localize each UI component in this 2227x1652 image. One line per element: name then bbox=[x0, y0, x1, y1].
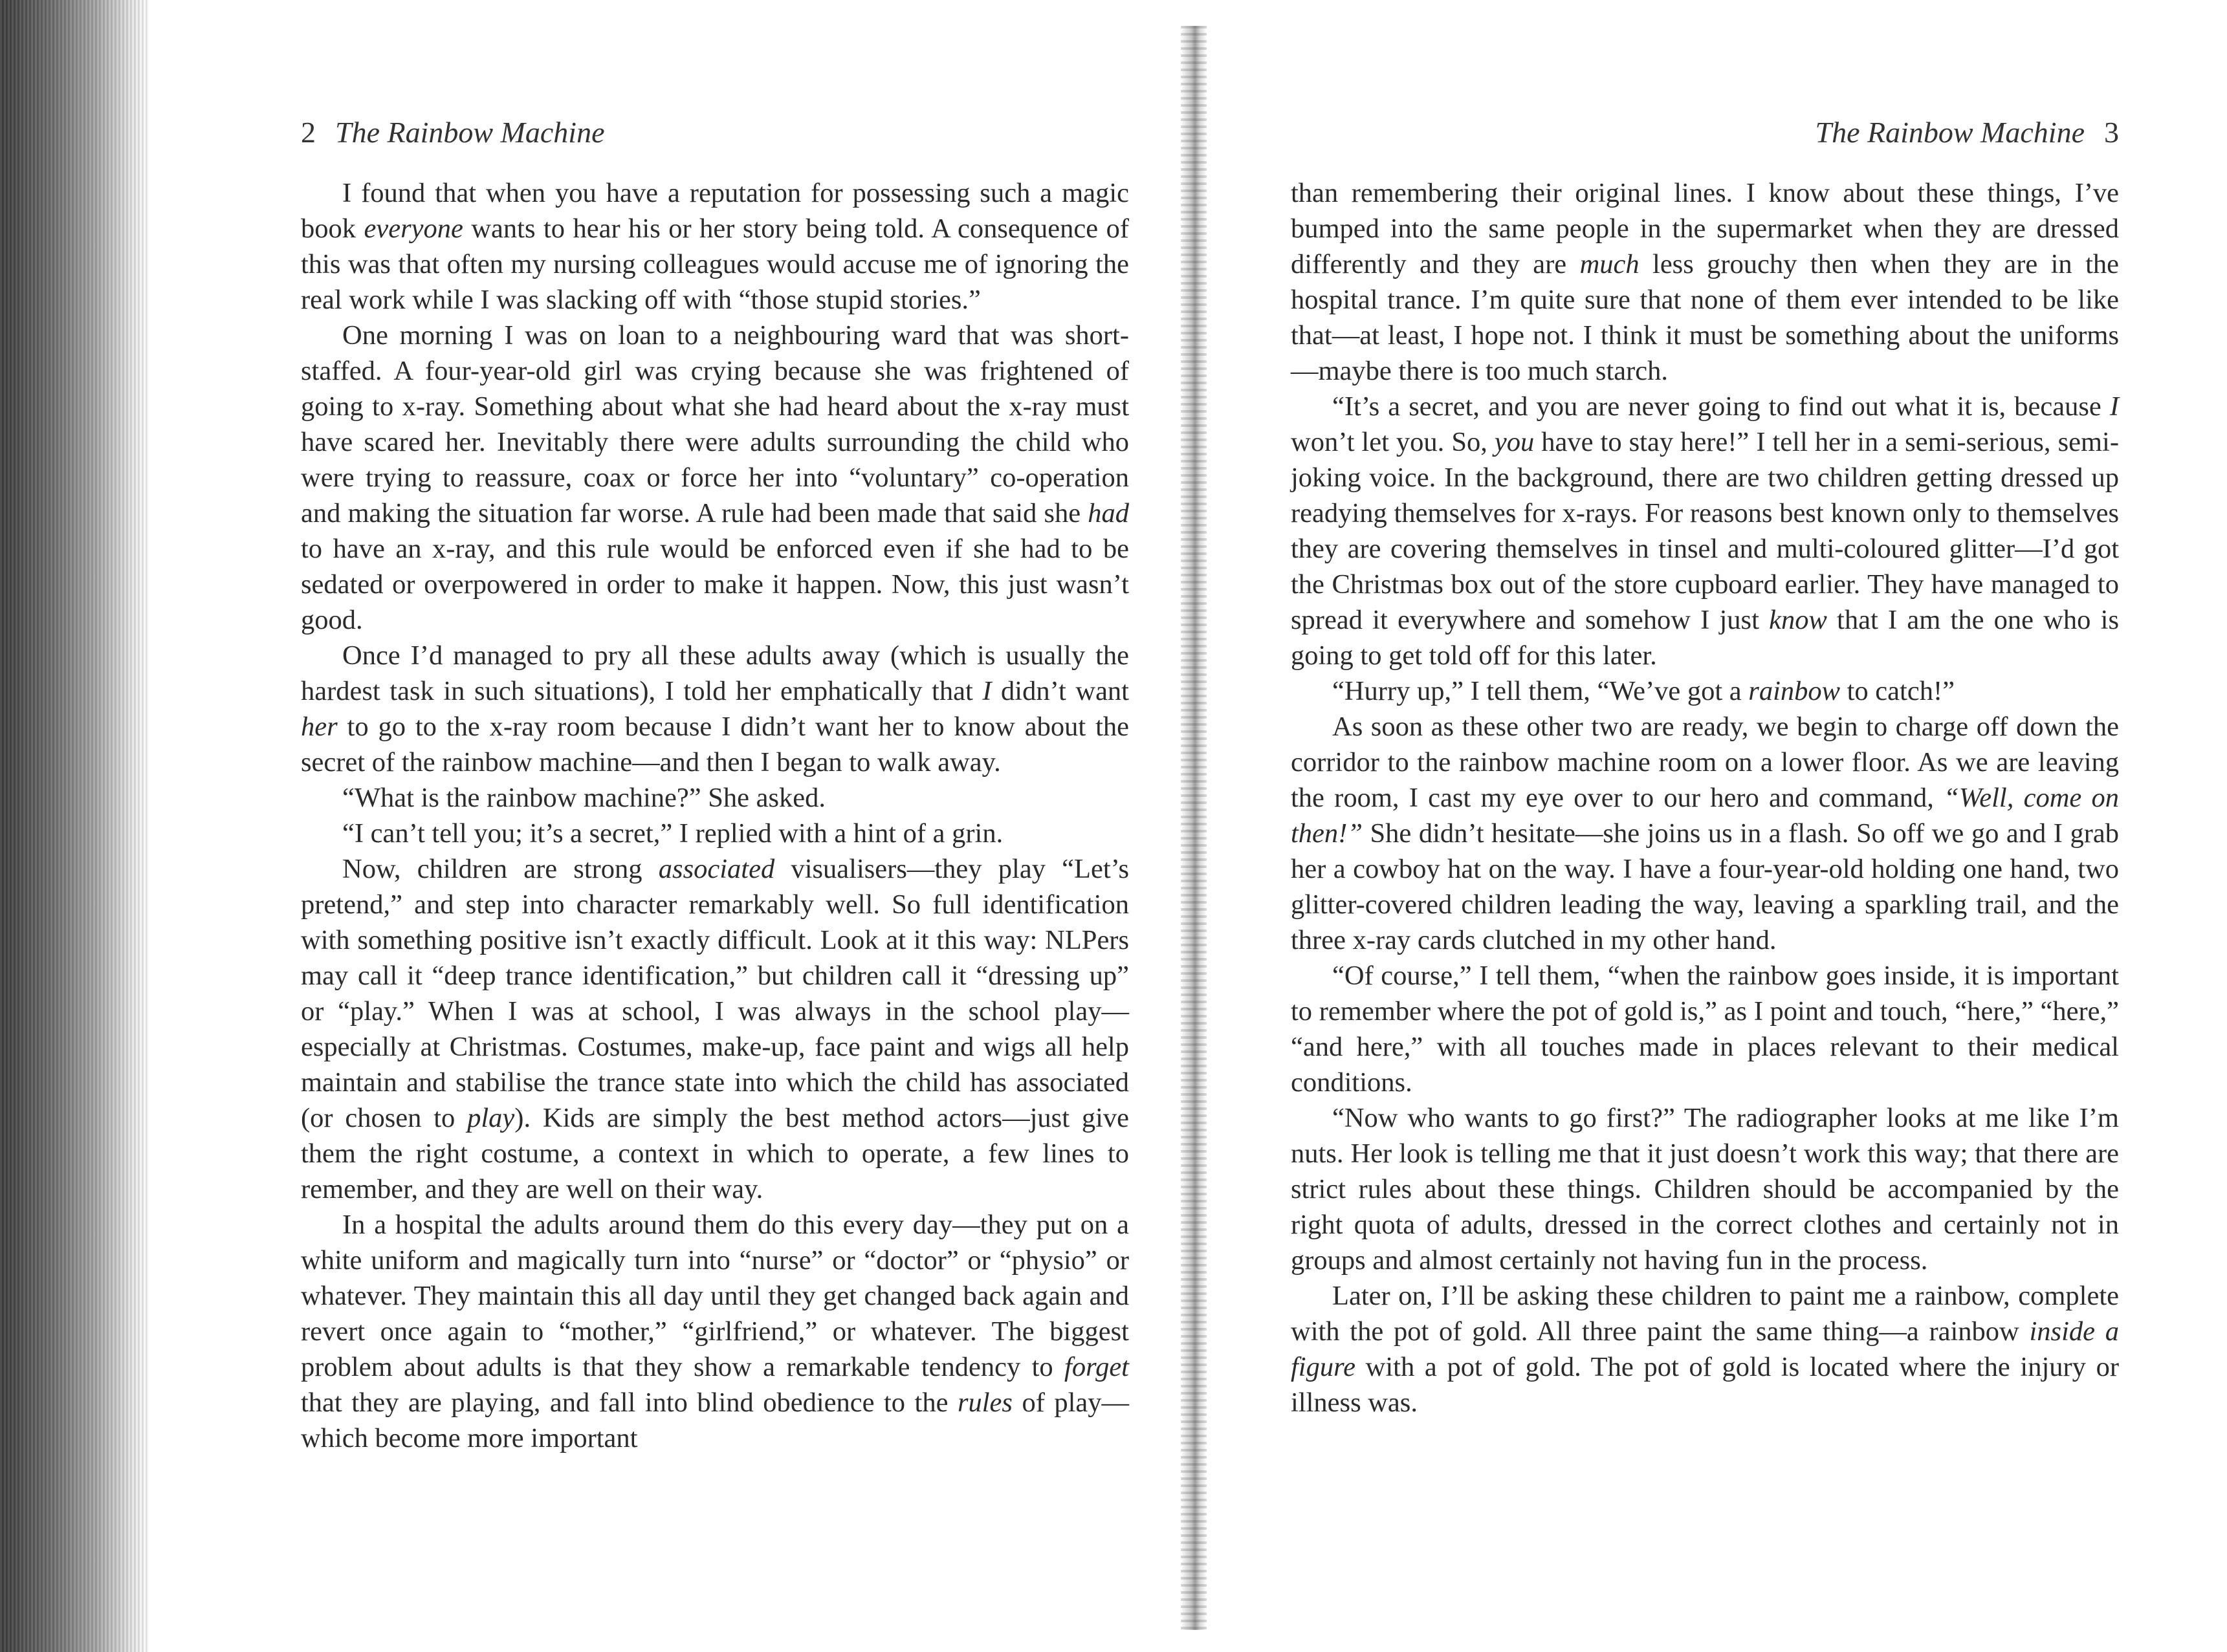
paragraph bbox=[1291, 175, 2119, 389]
book-spine bbox=[1181, 26, 1207, 1630]
text-segment: In a hospital the adults around them do this every day—they put on a white uniform and magically turn into “nurse” or “doctor” or “physio” or whatever. They maintain this all day until they get changed back again and revert once again to “mother,” “girlfriend,” or whatever. The biggest problem about adults is that they show a remarkable tendency to bbox=[301, 1210, 1129, 1382]
paragraph bbox=[1291, 709, 2119, 958]
text-segment: One morning I was on loan to a neighbouring ward that was short-staffed. A four-year-old girl was crying because she was frightened of going to x-ray. Something about what she had heard about the x-ray must have scared her. Inevitably there were adults surrounding the child who were trying to reassure, coax or force her into “voluntary” co-operation and making the situation far worse. A rule had been made that said she bbox=[301, 320, 1129, 528]
paragraph bbox=[301, 175, 1129, 318]
left-page-number: 2 bbox=[301, 116, 316, 149]
paragraph bbox=[1291, 958, 2119, 1100]
text-segment: “What is the rainbow machine?” She asked. bbox=[342, 783, 826, 813]
text-segment: Later on, I’ll be asking these children to paint me a rainbow, complete with the pot of gold. All three paint the same thing—a rainbow bbox=[1291, 1281, 2119, 1347]
left-running-title: The Rainbow Machine bbox=[335, 116, 605, 149]
text-segment: “Of course,” I tell them, “when the rainbow goes inside, it is important to remember where the pot of gold is,” as I point and touch, “here,” “here,” “and here,” with all touches made in places relevant to their medical conditions. bbox=[1291, 961, 2119, 1098]
left-running-head bbox=[301, 113, 1129, 152]
text-segment: I found that when you have a reputation for possessing such a magic book bbox=[301, 178, 1129, 244]
italic-text: know bbox=[1769, 605, 1827, 635]
italic-text: her bbox=[301, 712, 338, 742]
paragraph bbox=[1291, 673, 2119, 709]
text-segment: that I am the one who is going to get told off for this later. bbox=[1291, 605, 2119, 671]
paragraph bbox=[1291, 1100, 2119, 1278]
italic-text: I bbox=[982, 676, 992, 706]
italic-text: play bbox=[467, 1103, 515, 1133]
text-segment: Now, children are strong bbox=[342, 854, 659, 884]
text-segment: than remembering their original lines. I know about these things, I’ve bumped into the same people in the supermarket when they are dressed differently and they are bbox=[1291, 178, 2119, 279]
italic-text: much bbox=[1579, 249, 1640, 279]
right-page-text bbox=[1291, 175, 2119, 1420]
text-segment: As soon as these other two are ready, we begin to charge off down the corridor to the rainbow machine room on a lower floor. As we are leaving the room, I cast my eye over to our hero and command, bbox=[1291, 712, 2119, 813]
paragraph bbox=[301, 780, 1129, 816]
text-segment: didn’t want bbox=[991, 676, 1129, 706]
text-segment: “It’s a secret, and you are never going to find out what it is, because bbox=[1332, 391, 2110, 422]
right-page-number: 3 bbox=[2104, 116, 2119, 149]
italic-text: associated bbox=[658, 854, 775, 884]
binding-shadow bbox=[0, 0, 149, 1652]
italic-text: rainbow bbox=[1748, 676, 1840, 706]
text-segment: to go to the x-ray room because I didn’t want her to know about the secret of the rainbow machine—and then I began to walk away. bbox=[301, 712, 1129, 777]
italic-text: I bbox=[2109, 391, 2119, 422]
paragraph bbox=[301, 816, 1129, 851]
text-segment: have to stay here!” I tell her in a semi-serious, semi-joking voice. In the background, there are two children getting dressed up readying themselves for x-rays. For reasons best known only to themselves they are covering themselves in tinsel and multi-coloured glitter—I’d got the Christmas box out of the store cupboard earlier. They have managed to spread it everywhere and somehow I just bbox=[1291, 427, 2119, 635]
italic-text: had bbox=[1088, 498, 1129, 528]
text-segment: Once I’d managed to pry all these adults away (which is usually the hardest task in such situations), I told her emphatically that bbox=[301, 640, 1129, 706]
right-running-head bbox=[1291, 113, 2119, 152]
text-segment: with a pot of gold. The pot of gold is located where the injury or illness was. bbox=[1291, 1352, 2119, 1418]
italic-text: forget bbox=[1064, 1352, 1129, 1382]
paragraph bbox=[301, 318, 1129, 638]
italic-text: rules bbox=[957, 1387, 1013, 1418]
right-page bbox=[1291, 113, 2119, 1575]
text-segment: “Hurry up,” I tell them, “We’ve got a bbox=[1332, 676, 1749, 706]
right-running-title: The Rainbow Machine bbox=[1815, 116, 2085, 149]
italic-text: you bbox=[1494, 427, 1535, 457]
text-segment: She didn’t hesitate—she joins us in a flash. So off we go and I grab her a cowboy hat on the way. I have a four-year-old holding one hand, two glitter-covered children leading the way, leaving a sparkling trail, and the three x-ray cards clutched in my other hand. bbox=[1291, 818, 2119, 955]
paragraph bbox=[301, 851, 1129, 1207]
text-segment: of play—which become more important bbox=[301, 1387, 1129, 1453]
text-segment: wants to hear his or her story being told. A consequence of this was that often my nursing colleagues would accuse me of ignoring the real work while I was slacking off with “those stupid stories.” bbox=[301, 213, 1130, 315]
italic-text: “Well, come on then!” bbox=[1291, 783, 2120, 849]
italic-text: everyone bbox=[364, 213, 463, 244]
left-page bbox=[301, 113, 1129, 1575]
paragraph bbox=[301, 638, 1129, 780]
paragraph bbox=[1291, 1278, 2119, 1420]
text-segment: to catch!” bbox=[1839, 676, 1955, 706]
text-segment: “Now who wants to go first?” The radiographer looks at me like I’m nuts. Her look is telling me that it just doesn’t work this way; that there are strict rules about these things. Children should be accompanied by the right quota of adults, dressed in the correct clothes and certainly not in groups and almost certainly not having fun in the process. bbox=[1291, 1103, 2119, 1276]
text-segment: less grouchy then when they are in the hospital trance. I’m quite sure that none of them ever intended to be like that—at least, I hope not. I think it must be something about the uniforms—maybe there is too much starch. bbox=[1291, 249, 2119, 386]
text-segment: to have an x-ray, and this rule would be enforced even if she had to be sedated or overpowered in order to make it happen. Now, this just wasn’t good. bbox=[301, 534, 1129, 635]
text-segment: won’t let you. So, bbox=[1291, 427, 1495, 457]
left-page-text bbox=[301, 175, 1129, 1456]
paragraph bbox=[301, 1207, 1129, 1456]
text-segment: “I can’t tell you; it’s a secret,” I replied with a hint of a grin. bbox=[342, 818, 1004, 849]
text-segment: ). Kids are simply the best method actors—just give them the right costume, a context in which to operate, a few lines to remember, and they are well on their way. bbox=[301, 1103, 1129, 1204]
italic-text: inside a figure bbox=[1291, 1316, 2119, 1382]
paragraph bbox=[1291, 389, 2119, 673]
text-segment: visualisers—they play “Let’s pretend,” and step into character remarkably well. So full identification with something positive isn’t exactly difficult. Look at it this way: NLPers may call it “deep trance identification,” but children call it “dressing up” or “play.” When I was at school, I was always in the school play—especially at Christmas. Costumes, make-up, face paint and wigs all help maintain and stabilise the trance state into which the child has associated (or chosen to bbox=[301, 854, 1130, 1133]
text-segment: that they are playing, and fall into blind obedience to the bbox=[301, 1387, 958, 1418]
